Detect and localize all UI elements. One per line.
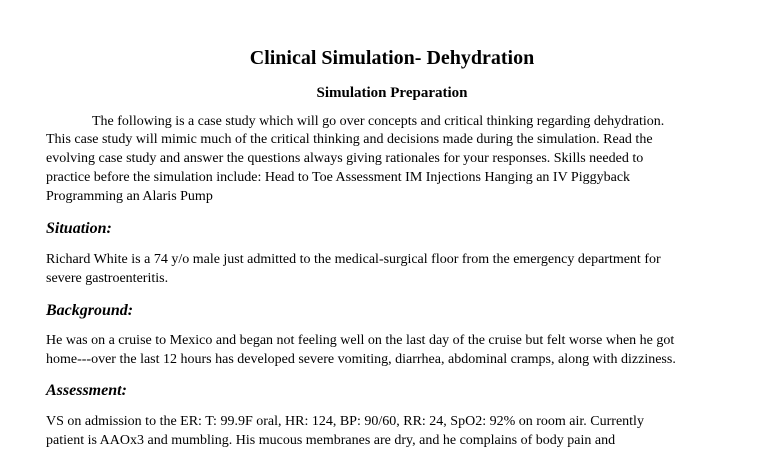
intro-line-5: Programming an Alaris Pump [46, 189, 213, 204]
intro-line-3: evolving case study and answer the questions always giving rationales for your responses. Skills needed to [46, 151, 644, 166]
intro-line-1: The following is a case study which will go over concepts and critical thinking regarding dehydration. [92, 114, 665, 129]
background-heading: Background: [46, 302, 134, 319]
situation-heading: Situation: [46, 220, 112, 237]
assessment-line-1: VS on admission to the ER: T: 99.9F oral, HR: 124, BP: 90/60, RR: 24, SpO2: 92% on room air. Currently [46, 414, 644, 429]
document-title: Clinical Simulation- Dehydration [249, 47, 535, 69]
situation-line-1: Richard White is a 74 y/o male just admitted to the medical-surgical floor from the emergency department for [46, 252, 661, 267]
assessment-heading: Assessment: [46, 382, 127, 399]
intro-line-2: This case study will mimic much of the critical thinking and decisions made during the simulation. Read the [46, 132, 653, 147]
background-line-1: He was on a cruise to Mexico and began not feeling well on the last day of the cruise but felt worse when he got [46, 333, 675, 348]
intro-line-4: practice before the simulation include: Head to Toe Assessment IM Injections Hanging an IV Piggyback [46, 170, 631, 185]
background-line-2: home---over the last 12 hours has developed severe vomiting, diarrhea, abdominal cramps, along with dizziness. [46, 352, 676, 367]
document-subtitle: Simulation Preparation [316, 85, 468, 101]
situation-line-2: severe gastroenteritis. [46, 271, 169, 286]
assessment-line-2: patient is AAOx3 and mumbling. His mucous membranes are dry, and he complains of body pain and [46, 433, 616, 448]
